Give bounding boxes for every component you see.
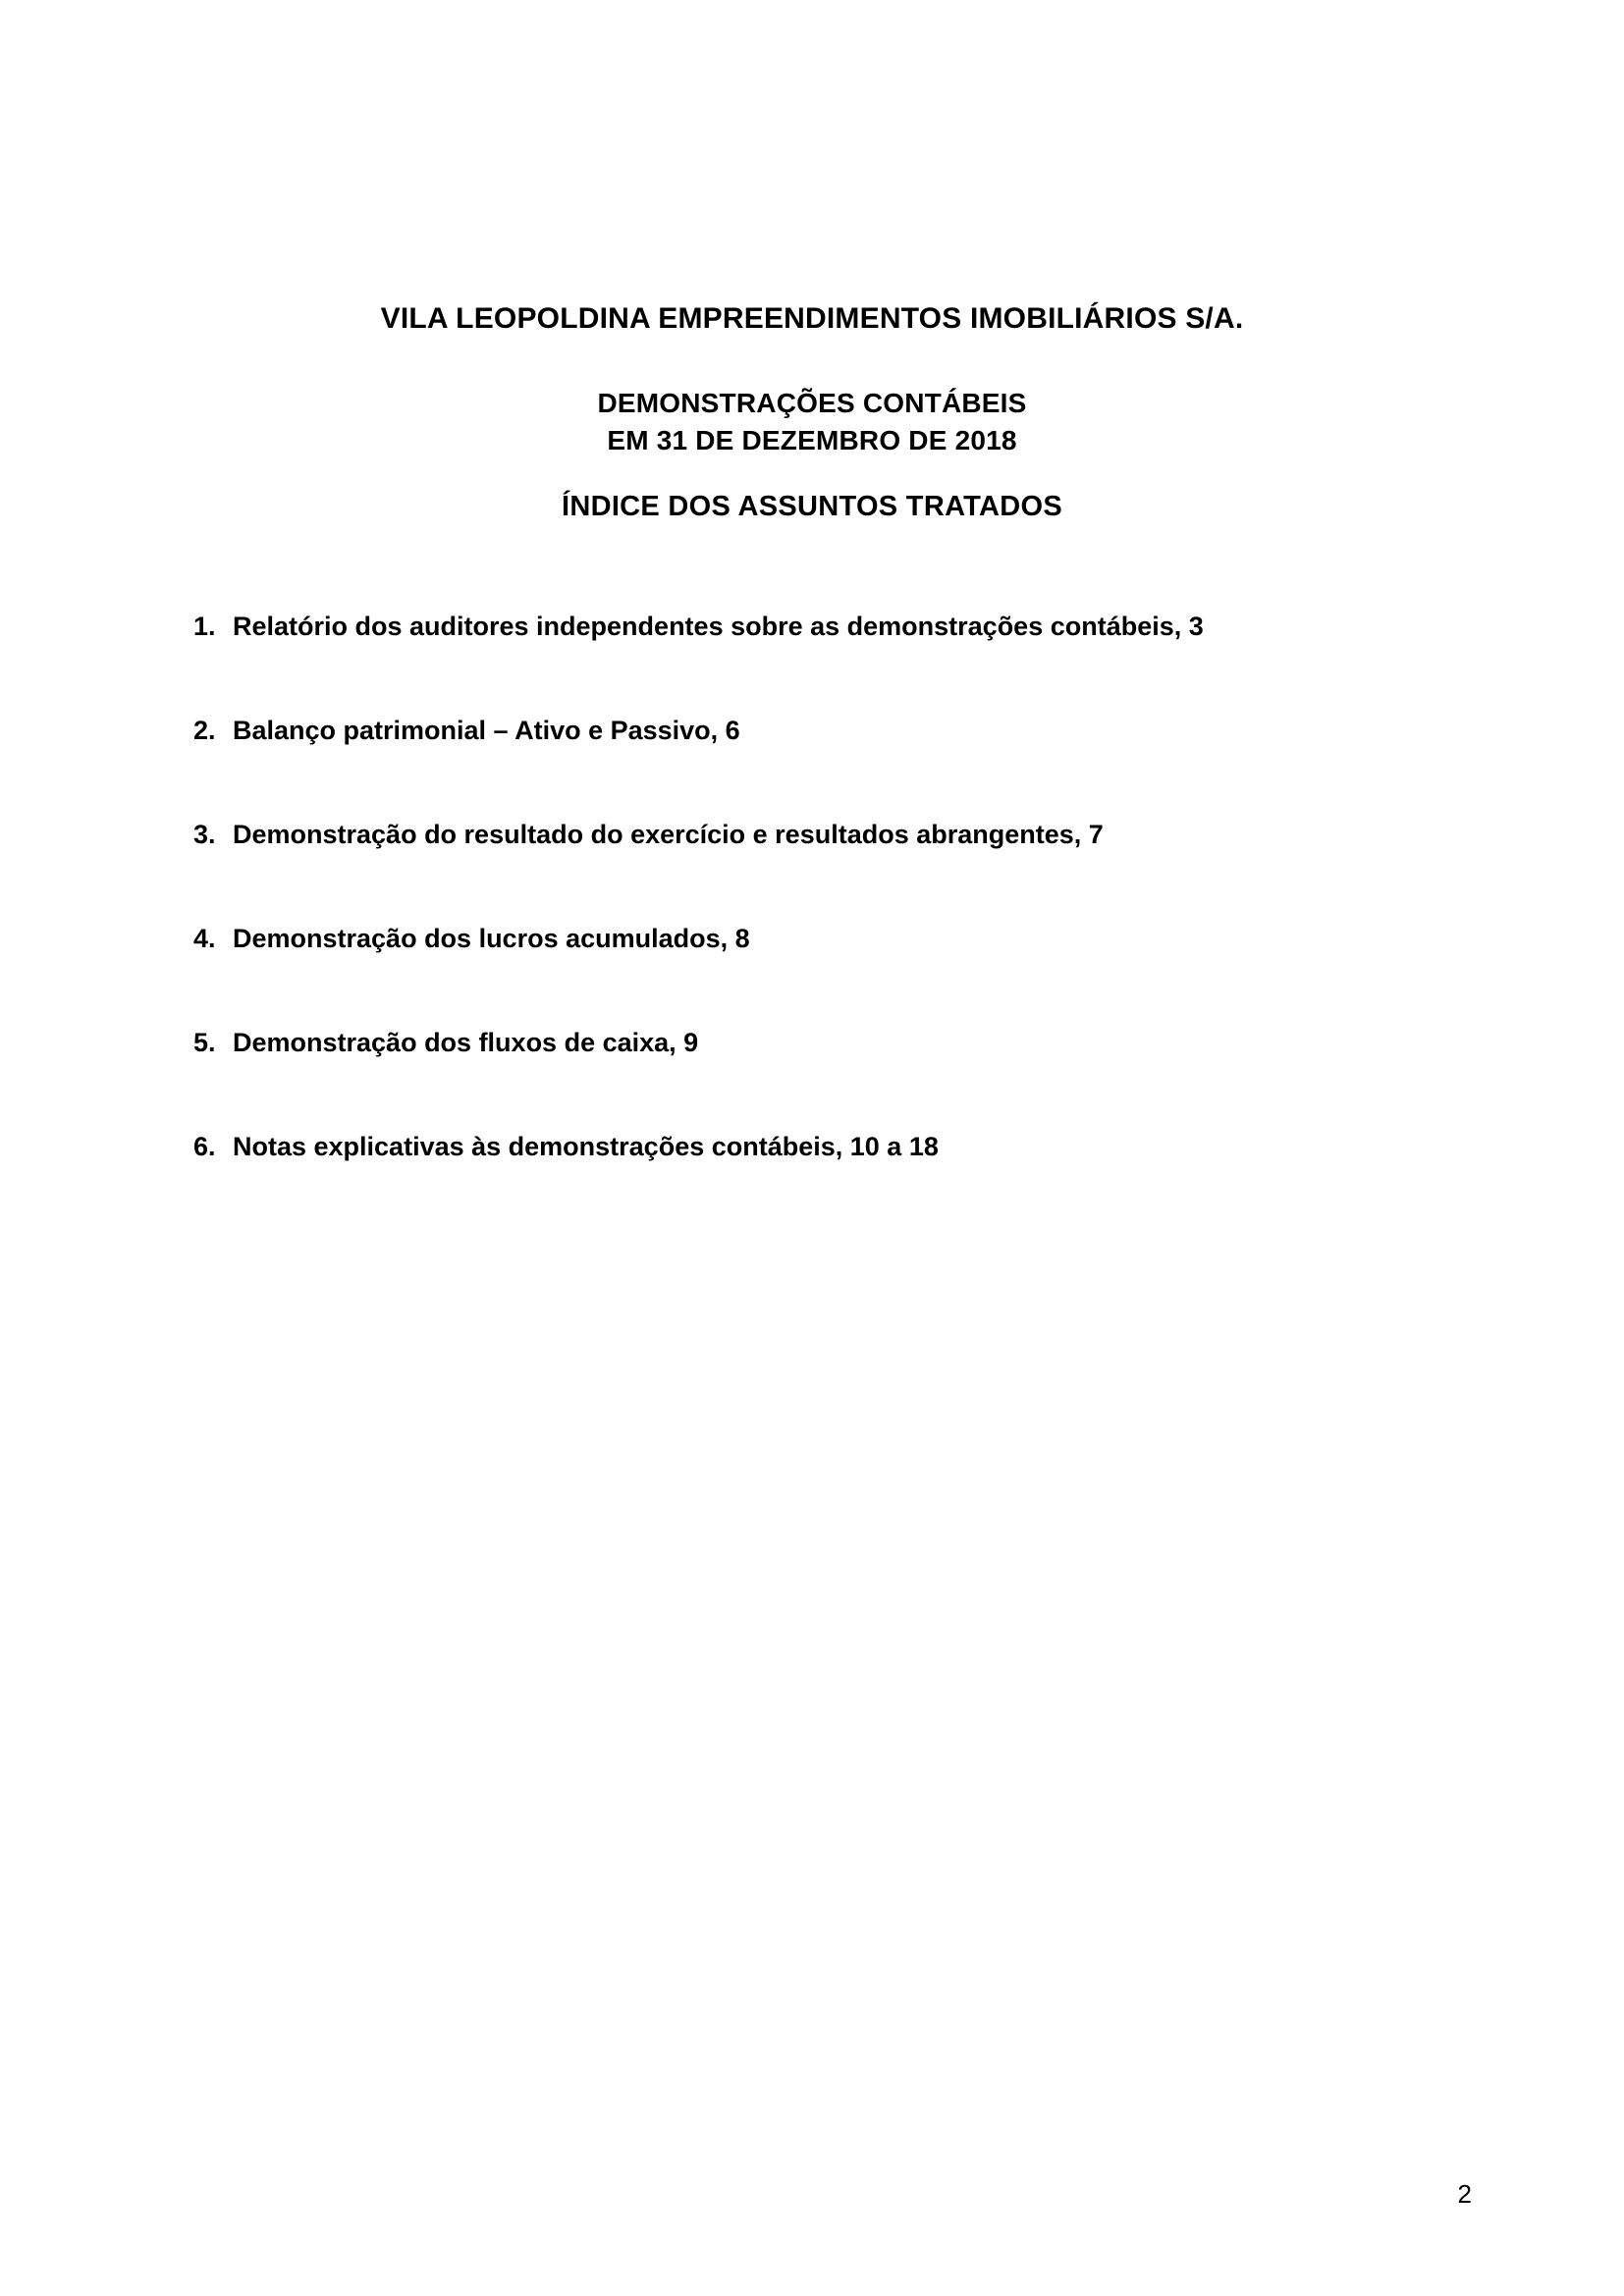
index-item-number: 5. [193, 1028, 216, 1057]
subtitle-block [0, 385, 1624, 459]
section-heading-block [0, 491, 1624, 523]
index-item-number: 6. [193, 1132, 216, 1161]
index-item-4[interactable] [193, 917, 1514, 960]
index-item-1[interactable] [193, 605, 1514, 648]
index-item-label: Demonstração dos fluxos de caixa, 9 [233, 1028, 699, 1057]
index-item-6[interactable] [193, 1125, 1514, 1168]
index-item-label: Balanço patrimonial – Ativo e Passivo, 6 [233, 716, 740, 745]
index-item-number: 4. [193, 924, 216, 953]
index-list [154, 605, 1514, 1168]
page-number: 2 [1457, 2179, 1472, 2209]
index-item-label: Relatório dos auditores independentes sobre as demonstrações contábeis, 3 [233, 612, 1204, 641]
section-heading-index: ÍNDICE DOS ASSUNTOS TRATADOS [561, 491, 1063, 522]
index-item-label: Demonstração do resultado do exercício e resultados abrangentes, 7 [233, 820, 1104, 849]
subtitle-statements: DEMONSTRAÇÕES CONTÁBEIS [597, 388, 1027, 418]
index-item-3[interactable] [193, 813, 1514, 856]
index-item-label: Notas explicativas às demonstrações contábeis, 10 a 18 [233, 1132, 939, 1161]
index-item-label: Demonstração dos lucros acumulados, 8 [233, 924, 750, 953]
title-block [0, 302, 1624, 337]
index-item-number: 1. [193, 612, 216, 641]
index-item-2[interactable] [193, 709, 1514, 752]
company-title: VILA LEOPOLDINA EMPREENDIMENTOS IMOBILIÁRIOS S/A. [380, 302, 1244, 335]
index-item-5[interactable] [193, 1021, 1514, 1064]
index-item-number: 2. [193, 716, 216, 745]
subtitle-date: EM 31 DE DEZEMBRO DE 2018 [607, 425, 1017, 455]
index-item-number: 3. [193, 820, 216, 849]
